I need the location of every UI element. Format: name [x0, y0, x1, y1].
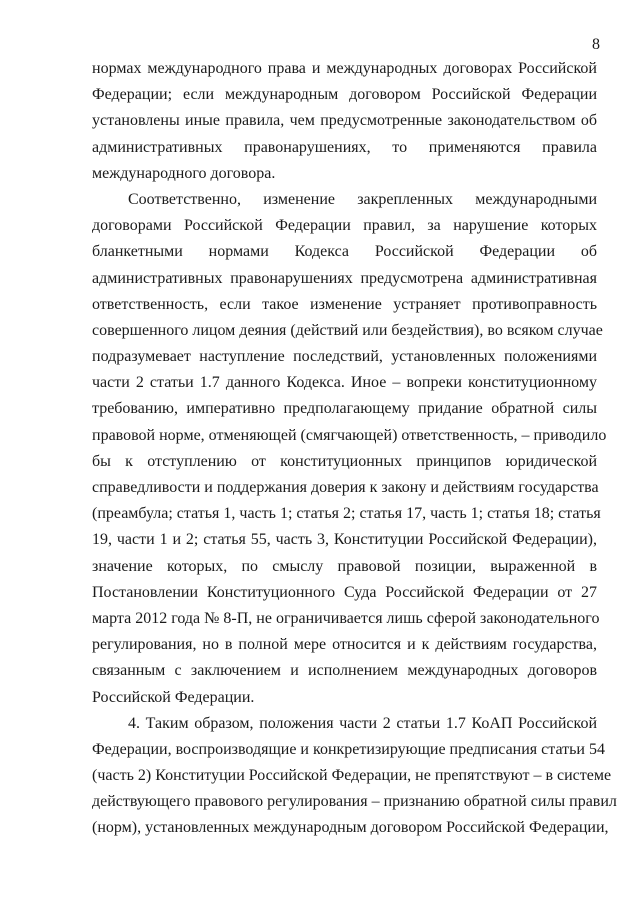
text-line: правовой норме, отменяющей (смягчающей) ответственность, – приводило — [92, 426, 607, 444]
text-line: Федерации, воспроизводящие и конкретизирующие предписания статьи 54 — [92, 740, 605, 758]
text-line: Федерации; если международным договором Российской Федерации — [92, 86, 597, 104]
paragraph — [92, 187, 607, 711]
text-line: (преамбула; статья 1, часть 1; статья 2; статья 17, часть 1; статья 18; статья — [92, 505, 601, 523]
text-line: административных правонарушениях предусмотрена административная — [92, 269, 597, 287]
text-line: совершенного лицом деяния (действий или бездействия), во всяком случае — [92, 321, 603, 339]
text-line: части 2 статьи 1.7 данного Кодекса. Иное – вопреки конституционному — [92, 374, 597, 392]
page-number: 8 — [592, 36, 600, 53]
text-line: марта 2012 года № 8-П, не ограничивается лишь сферой законодательного — [92, 609, 600, 627]
text-line: Постановлении Конституционного Суда Российской Федерации от 27 — [92, 583, 597, 601]
text-line: договорами Российской Федерации правил, за нарушение которых — [92, 217, 597, 235]
text-line: установлены иные правила, чем предусмотренные законодательством об — [92, 112, 597, 130]
text-line: административных правонарушениях, то применяются правила — [92, 138, 597, 156]
text-line: (часть 2) Конституции Российской Федерации, не препятствуют – в системе — [92, 767, 612, 785]
text-line: нормах международного права и международных договорах Российской — [92, 60, 597, 77]
text-line: действующего правового регулирования – признанию обратной силы правил — [92, 793, 617, 811]
text-line: требованию, императивно предполагающему придание обратной силы — [92, 400, 597, 418]
paragraph — [92, 56, 597, 187]
text-line: международного договора. — [92, 164, 276, 182]
text-line: значение которых, по смыслу правовой позиции, выраженной в — [92, 557, 597, 575]
text-line: Соответственно, изменение закрепленных международными — [128, 190, 597, 208]
text-line: 4. Таким образом, положения части 2 статьи 1.7 КоАП Российской — [128, 714, 597, 732]
text-line: бланкетными нормами Кодекса Российской Федерации об — [92, 243, 597, 261]
document-body — [92, 56, 617, 842]
text-line: подразумевает наступление последствий, установленных положениями — [92, 348, 597, 366]
text-line: (норм), установленных международным договором Российской Федерации, — [92, 819, 609, 837]
text-line: 19, части 1 и 2; статья 55, часть 3, Конституции Российской Федерации), — [92, 531, 597, 549]
text-line: бы к отступлению от конституционных принципов юридической — [92, 452, 597, 470]
paragraph — [92, 711, 617, 842]
text-line: справедливости и поддержания доверия к закону и действиям государства — [92, 479, 599, 496]
text-line: Российской Федерации. — [92, 688, 255, 706]
text-line: регулирования, но в полной мере относится и к действиям государства, — [92, 636, 597, 654]
text-line: связанным с заключением и исполнением международных договоров — [92, 662, 597, 680]
text-line: ответственность, если такое изменение устраняет противоправность — [92, 295, 597, 313]
